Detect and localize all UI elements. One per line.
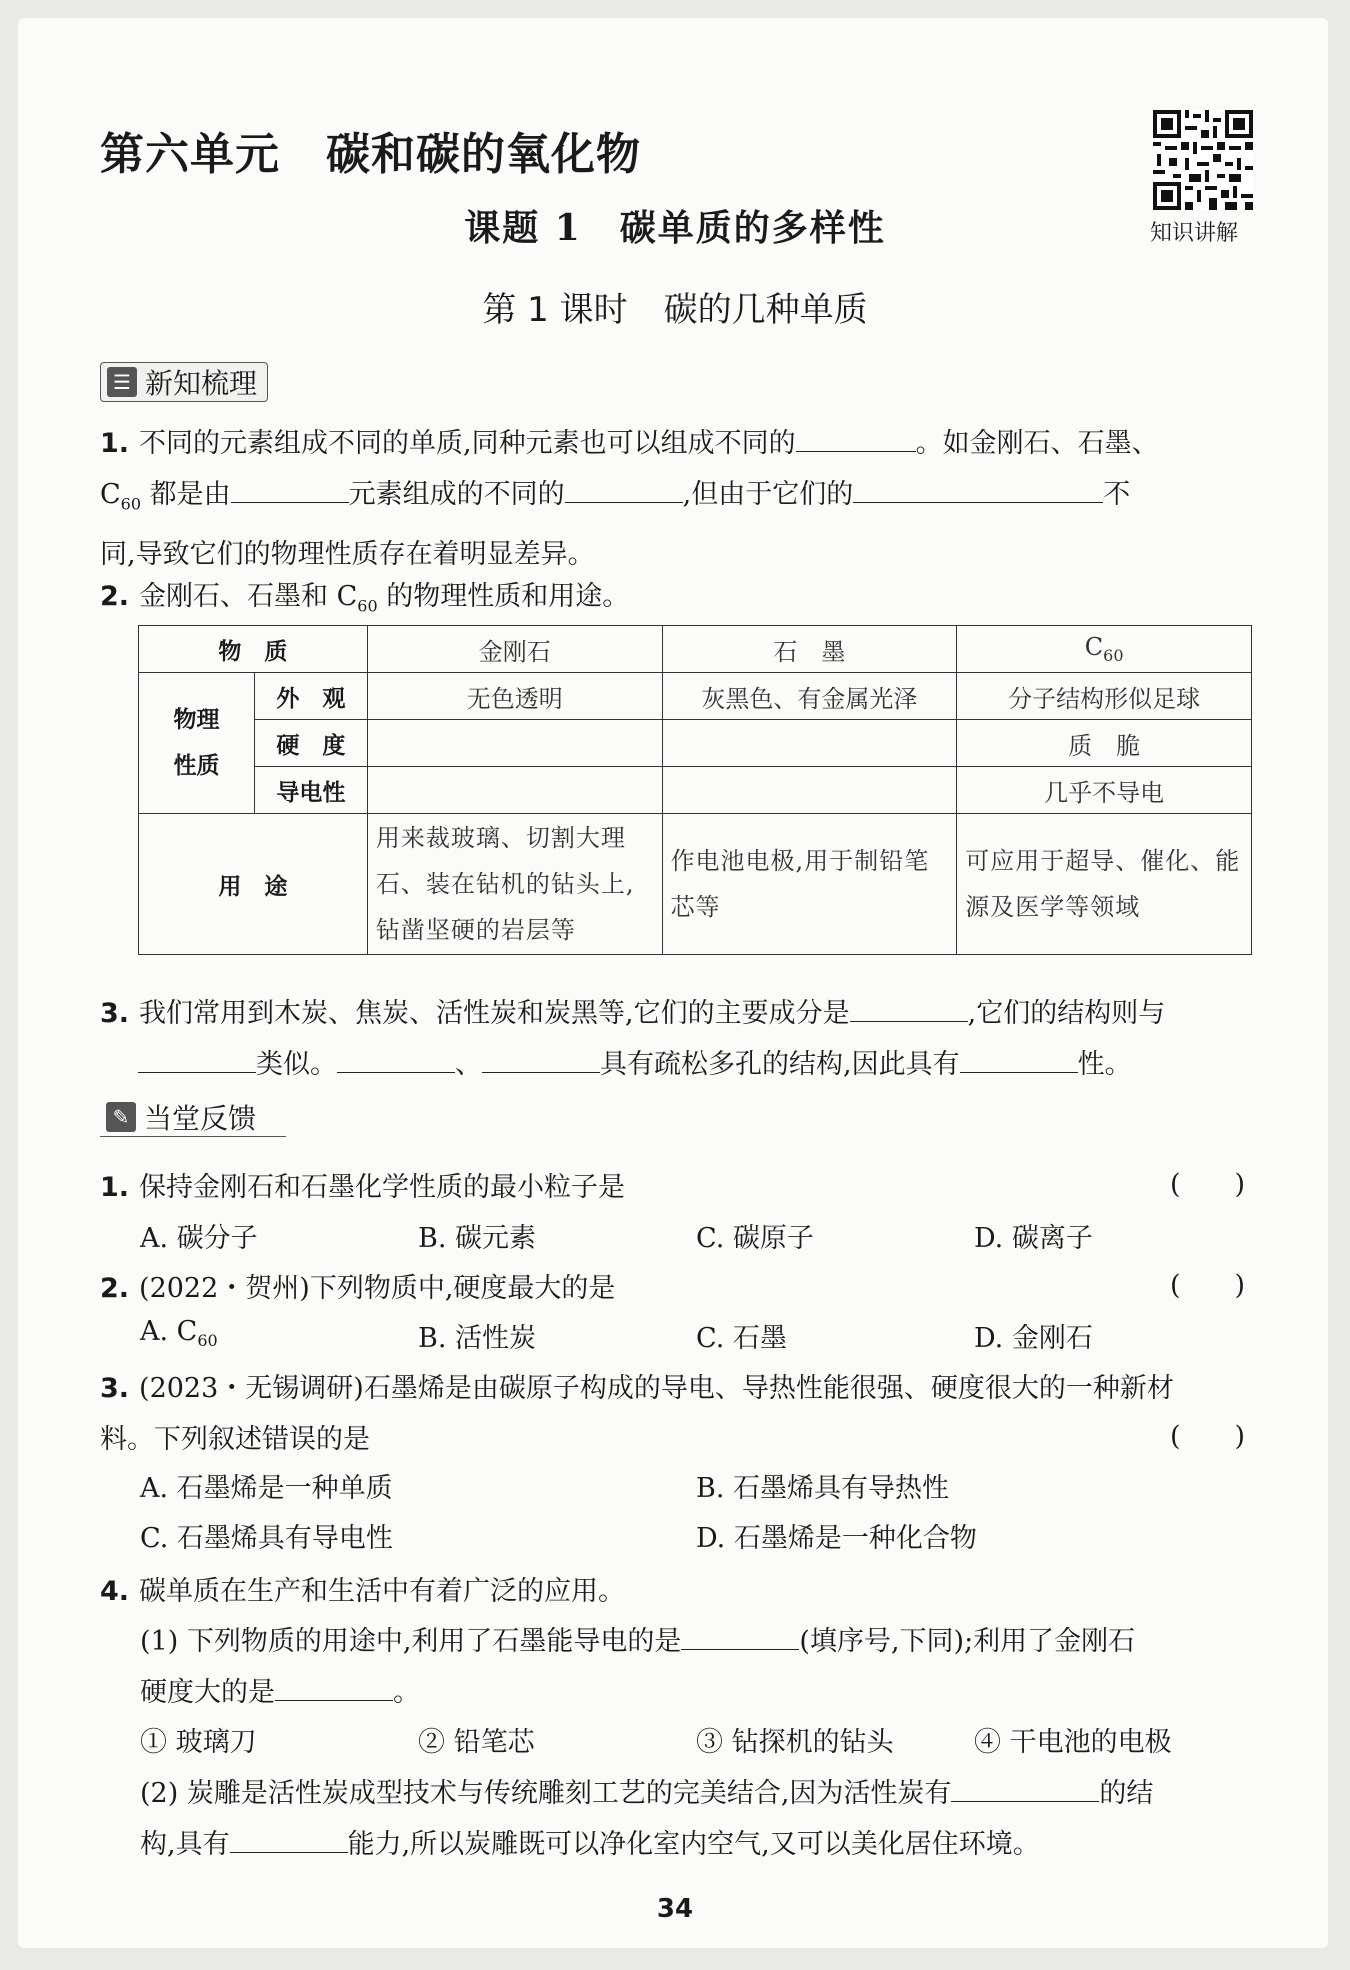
table-row	[139, 814, 1252, 955]
table-cell: 灰黑色、有金属光泽	[662, 673, 957, 720]
question-stem: 保持金刚石和石墨化学性质的最小粒子是	[139, 1172, 626, 1203]
table-cell: 分子结构形似足球	[957, 673, 1252, 720]
option-b[interactable]: B. 碳元素	[418, 1223, 537, 1254]
question-number: 2.	[100, 581, 130, 612]
options-row	[140, 1516, 1255, 1555]
table-cell-blank[interactable]	[367, 720, 662, 767]
question-text: 我们常用到木炭、焦炭、活性炭和炭黑等,它们的主要成分是	[139, 998, 850, 1029]
answer-blank[interactable]	[565, 472, 683, 503]
table-cell: 质 脆	[957, 720, 1252, 767]
answer-blank[interactable]	[960, 1042, 1078, 1073]
period-title	[0, 282, 1350, 331]
formula: C	[100, 479, 121, 510]
question-text: 的结	[1099, 1778, 1154, 1809]
table-row-header: 用 途	[139, 814, 368, 955]
formula: C	[1084, 633, 1104, 662]
unit-title	[100, 118, 641, 182]
question-text: 的物理性质和用途。	[377, 581, 630, 612]
formula-subscript: 60	[197, 1331, 218, 1351]
item-3: ③ 钻探机的钻头	[696, 1727, 894, 1758]
question-text: 。	[393, 1677, 420, 1708]
sub-question-1	[140, 1616, 1255, 1718]
table-row-header: 硬 度	[254, 720, 367, 767]
question-text: 能力,所以炭雕既可以净化室内空气,又可以美化居住环境。	[347, 1829, 1040, 1860]
answer-blank[interactable]	[850, 991, 968, 1022]
options-row	[140, 1466, 1255, 1505]
question-text: (1) 下列物质的用途中,利用了石墨能导电的是	[140, 1626, 682, 1657]
lesson-topic: 碳单质的多样性	[619, 207, 886, 249]
answer-blank[interactable]	[681, 1619, 799, 1650]
table-cell: 用来裁玻璃、切割大理石、装在钻机的钻头上,钻凿坚硬的岩层等	[367, 814, 662, 955]
question-number: 1.	[100, 1172, 130, 1203]
option-b[interactable]: B. 石墨烯具有导热性	[696, 1473, 950, 1504]
feedback-question-3	[100, 1363, 1255, 1465]
question-text: 元素组成的不同的	[348, 479, 565, 510]
question-text: ,但由于它们的	[682, 479, 854, 510]
question-text: ,它们的结构则与	[967, 998, 1166, 1029]
options-row	[140, 1216, 1255, 1255]
answer-blank[interactable]	[853, 472, 1103, 503]
sub-question-2	[140, 1768, 1255, 1870]
question-text: 都是由	[141, 479, 231, 510]
option-d[interactable]: D. 碳离子	[974, 1223, 1093, 1254]
table-cell-blank[interactable]	[662, 767, 957, 814]
formula-subscript: 60	[120, 494, 142, 514]
section-feedback-header	[100, 1098, 286, 1137]
section-title: 当堂反馈	[144, 1102, 257, 1135]
question-text: 类似。	[256, 1049, 337, 1080]
table-header: 物理 性质	[139, 673, 255, 814]
answer-blank[interactable]	[138, 1042, 256, 1073]
option-c[interactable]: C. 石墨	[696, 1323, 787, 1354]
question-text: 不	[1103, 479, 1131, 510]
option-a[interactable]: A. 石墨烯是一种单质	[140, 1473, 393, 1504]
feedback-question-4	[100, 1566, 1255, 1617]
answer-blank[interactable]	[337, 1042, 455, 1073]
question-text: (填序号,下同);利用了金刚石	[799, 1626, 1136, 1657]
question-text: 具有疏松多孔的结构,因此具有	[600, 1049, 960, 1080]
knowledge-question-3	[100, 988, 1255, 1090]
table-header: 金刚石	[367, 626, 662, 673]
question-text: 同,导致它们的物理性质存在着明显差异。	[100, 539, 595, 571]
table-cell: 可应用于超导、催化、能源及医学等领域	[957, 814, 1252, 955]
question-stem: (2022・贺州)下列物质中,硬度最大的是	[139, 1273, 616, 1304]
items-row	[140, 1720, 1255, 1759]
answer-blank[interactable]	[482, 1042, 600, 1073]
qr-code-icon[interactable]	[1153, 110, 1253, 210]
answer-blank[interactable]	[230, 1822, 348, 1853]
formula-subscript: 60	[357, 596, 378, 616]
period-topic: 碳的几种单质	[663, 290, 868, 330]
qr-caption: 知识讲解	[1150, 221, 1239, 246]
question-stem: (2023・无锡调研)石墨烯是由碳原子构成的导电、导热性能很强、硬度很大的一种新材	[139, 1373, 1174, 1404]
table-header	[957, 626, 1252, 673]
knowledge-question-2	[100, 571, 1255, 631]
lesson-label: 课题 1	[464, 207, 582, 249]
book-icon: ☰	[107, 367, 137, 397]
unit-label: 第六单元	[100, 129, 280, 180]
option-c[interactable]: C. 石墨烯具有导电性	[140, 1523, 393, 1554]
option-d[interactable]: D. 石墨烯是一种化合物	[696, 1523, 977, 1554]
table-cell: 几乎不导电	[957, 767, 1252, 814]
table-cell: 无色透明	[367, 673, 662, 720]
formula-subscript: 60	[1103, 645, 1124, 665]
question-number: 2.	[100, 1273, 130, 1304]
item-2: ② 铅笔芯	[418, 1727, 535, 1758]
lesson-title	[0, 200, 1350, 251]
option-d[interactable]: D. 金刚石	[974, 1323, 1093, 1354]
table-row	[139, 626, 1252, 673]
question-text: 性。	[1077, 1049, 1132, 1080]
answer-blank[interactable]	[231, 472, 349, 503]
question-number: 3.	[100, 998, 130, 1029]
table-row	[139, 673, 1252, 720]
page-number: 34	[656, 1894, 694, 1924]
option-c[interactable]: C. 碳原子	[696, 1223, 814, 1254]
properties-table	[138, 625, 1252, 955]
item-1: ① 玻璃刀	[140, 1727, 257, 1758]
answer-blank[interactable]	[275, 1670, 393, 1701]
question-number: 4.	[100, 1576, 130, 1607]
question-stem: 碳单质在生产和生活中有着广泛的应用。	[139, 1576, 626, 1607]
answer-parentheses[interactable]: ( )	[1170, 1169, 1246, 1200]
option-a[interactable]: A. 碳分子	[140, 1223, 258, 1254]
option-b[interactable]: B. 活性炭	[418, 1323, 537, 1354]
question-number: 3.	[100, 1373, 130, 1404]
options-row	[140, 1316, 1255, 1355]
item-4: ④ 干电池的电极	[974, 1727, 1172, 1758]
table-row-header: 外 观	[254, 673, 367, 720]
table-header: 物 质	[139, 626, 368, 673]
table-cell-blank[interactable]	[662, 720, 957, 767]
knowledge-question-1	[100, 418, 1255, 580]
feedback-question-1	[100, 1162, 1255, 1213]
question-number: 1.	[100, 428, 130, 459]
section-new-knowledge-header	[100, 362, 268, 402]
pencil-icon: ✎	[106, 1102, 136, 1132]
question-text: 构,具有	[140, 1829, 230, 1860]
answer-parentheses[interactable]: ( )	[1170, 1421, 1246, 1452]
question-text: 不同的元素组成不同的单质,同种元素也可以组成不同的	[139, 428, 796, 459]
table-cell-blank[interactable]	[367, 767, 662, 814]
table-header: 石 墨	[662, 626, 957, 673]
period-label: 第 1 课时	[482, 290, 628, 330]
table-row-header: 导电性	[254, 767, 367, 814]
unit-topic: 碳和碳的氧化物	[326, 129, 641, 180]
option-text: A. C	[140, 1316, 198, 1347]
question-text: (2) 炭雕是活性炭成型技术与传统雕刻工艺的完美结合,因为活性炭有	[140, 1778, 952, 1809]
question-text: 、	[455, 1049, 482, 1080]
question-text: 。如金刚石、石墨、	[915, 428, 1159, 459]
table-row	[139, 720, 1252, 767]
question-text: 硬度大的是	[140, 1677, 275, 1708]
answer-blank[interactable]	[951, 1771, 1099, 1802]
section-title: 新知梳理	[145, 367, 258, 400]
question-stem: 料。下列叙述错误的是	[100, 1424, 370, 1455]
answer-parentheses[interactable]: ( )	[1170, 1270, 1246, 1301]
answer-blank[interactable]	[796, 421, 916, 452]
option-a[interactable]	[140, 1316, 418, 1355]
feedback-question-2	[100, 1263, 1255, 1314]
table-cell: 作电池电极,用于制铅笔芯等	[662, 814, 957, 955]
question-text: 金刚石、石墨和 C	[139, 581, 358, 612]
table-row	[139, 767, 1252, 814]
